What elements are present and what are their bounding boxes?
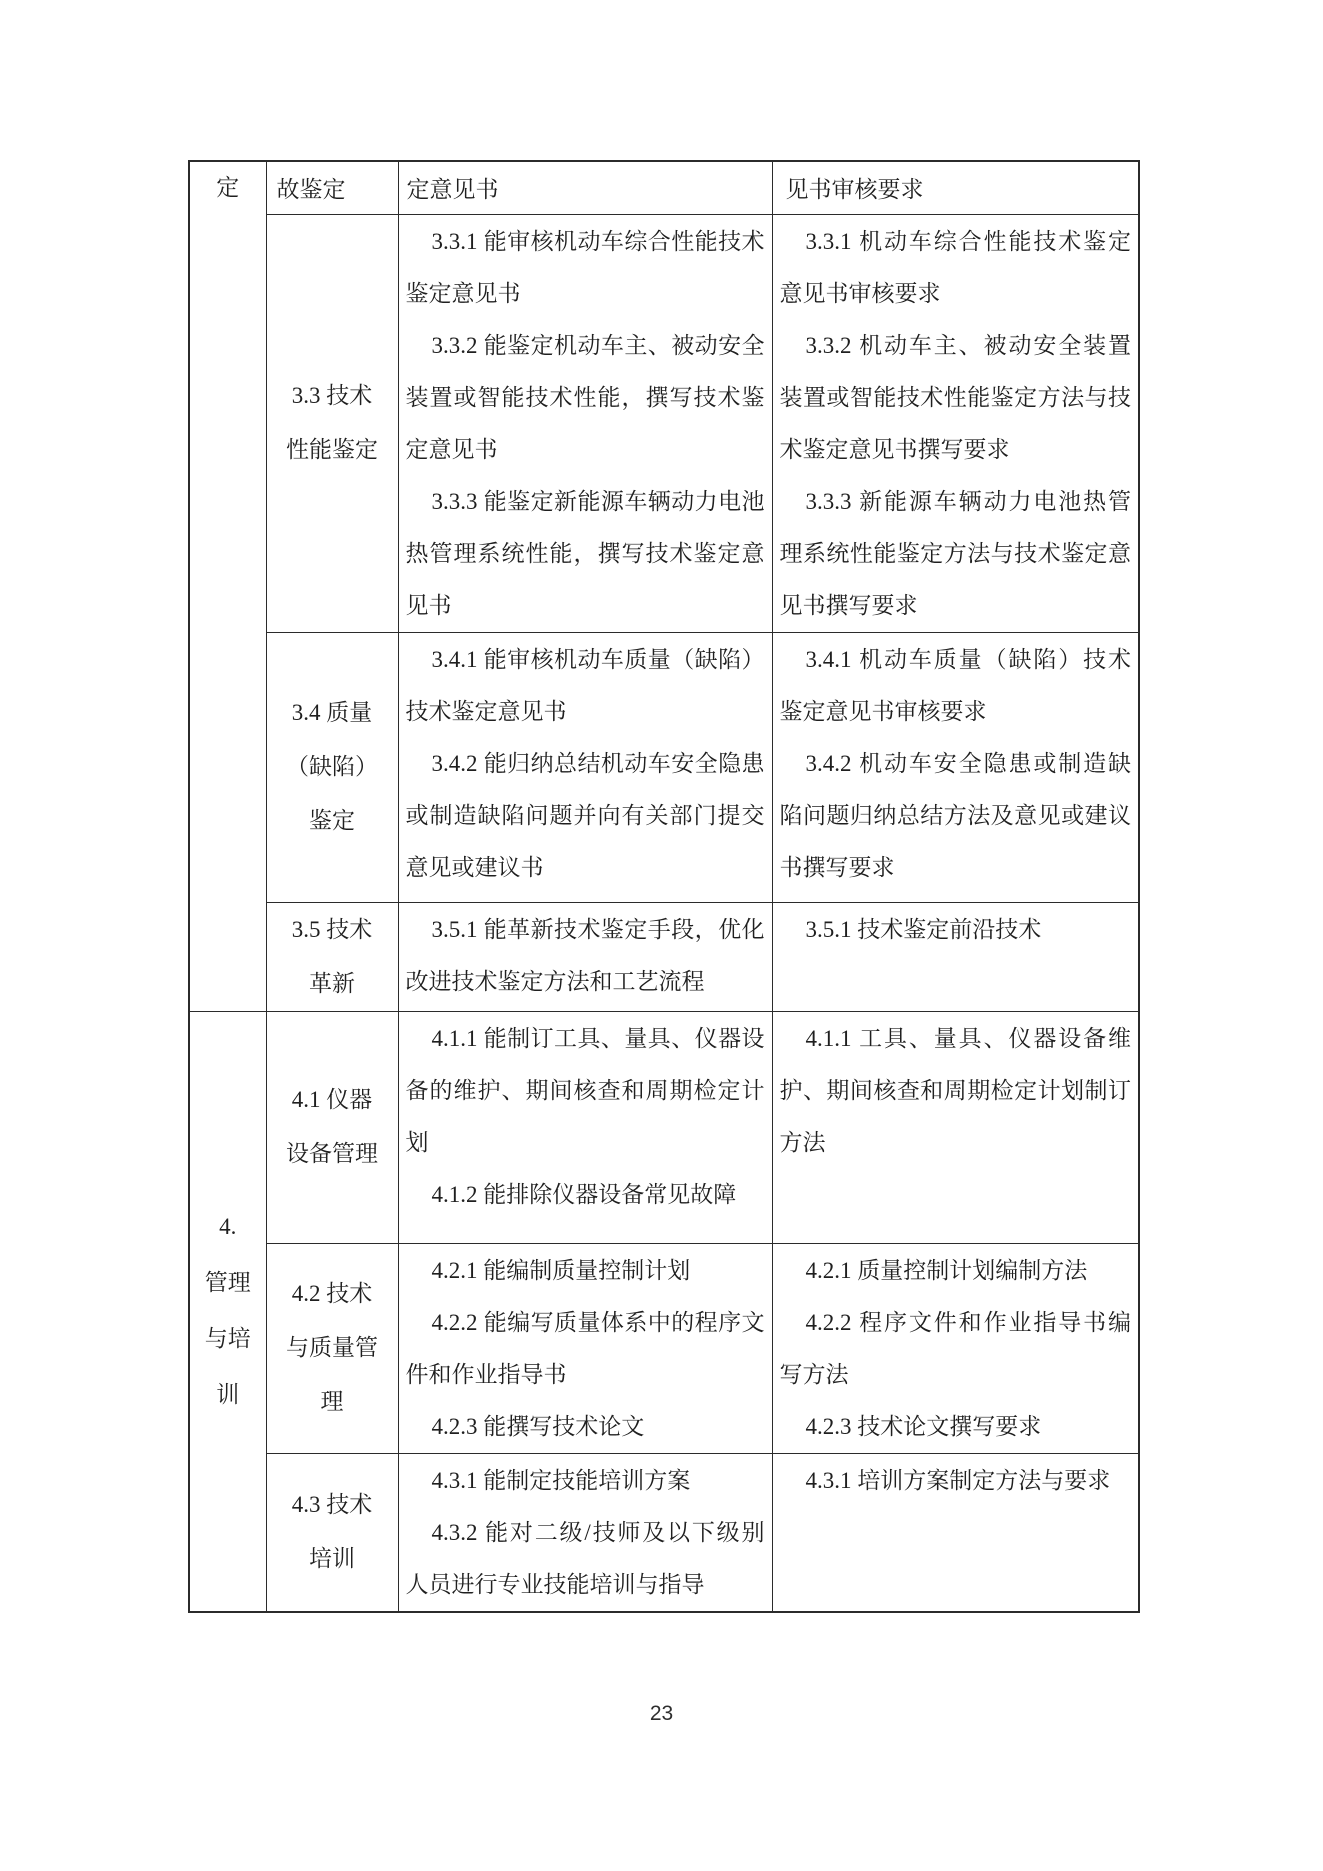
cell-item-4-1: 4.1 仪器设备管理 [266,1011,398,1243]
cell-knowledge-4-3 [772,1453,1139,1612]
cell-knowledge-continuation: 见书审核要求 [772,161,1139,214]
knowledge-paragraph: 4.3.1 培训方案制定方法与要求 [805,1467,1111,1493]
skill-paragraph: 3.4.2 能归纳总结机动车安全隐患或制造缺陷问题并向有关部门提交意见或建议书 [405,750,765,880]
skill-paragraph: 3.3.1 能审核机动车综合性能技术鉴定意见书 [405,228,765,306]
cell-knowledge-3-5 [772,902,1139,1011]
cell-item-3-4: 3.4 质量（缺陷）鉴定 [266,632,398,902]
category-line: 训 [216,1382,240,1407]
cell-item-3-5: 3.5 技术革新 [266,902,398,1011]
cell-skills-4-2 [398,1243,772,1453]
cell-skills-3-4 [398,632,772,902]
knowledge-paragraph: 3.3.1 机动车综合性能技术鉴定意见书审核要求 [779,228,1131,306]
table-row [189,1243,1139,1453]
cell-knowledge-3-4 [772,632,1139,902]
cell-item-continuation: 故鉴定 [266,161,398,214]
skill-paragraph: 4.2.3 能撰写技术论文 [431,1413,645,1439]
cell-item-3-3: 3.3 技术性能鉴定 [266,214,398,632]
table-row [189,632,1139,902]
knowledge-paragraph: 3.3.2 机动车主、被动安全装置装置或智能技术性能鉴定方法与技术鉴定意见书撰写要求 [779,332,1131,462]
table-row [189,161,1139,214]
table-row [189,214,1139,632]
cell-item-4-3: 4.3 技术培训 [266,1453,398,1612]
skill-paragraph: 3.3.2 能鉴定机动车主、被动安全装置或智能技术性能，撰写技术鉴定意见书 [405,332,765,462]
table-row [189,1011,1139,1243]
cell-knowledge-4-2 [772,1243,1139,1453]
knowledge-paragraph: 4.2.3 技术论文撰写要求 [805,1413,1042,1439]
knowledge-paragraph: 3.5.1 技术鉴定前沿技术 [805,916,1042,942]
skill-paragraph: 3.3.3 能鉴定新能源车辆动力电池热管理系统性能，撰写技术鉴定意见书 [405,488,765,618]
cell-knowledge-3-3 [772,214,1139,632]
skill-paragraph: 3.5.1 能革新技术鉴定手段，优化改进技术鉴定方法和工艺流程 [405,916,765,994]
cell-skills-3-5 [398,902,772,1011]
table-row [189,902,1139,1011]
cell-skills-continuation: 定意见书 [398,161,772,214]
skill-paragraph: 4.2.1 能编制质量控制计划 [431,1257,691,1283]
page-number: 23 [649,1702,674,1725]
table-row [189,1453,1139,1612]
knowledge-paragraph: 4.1.1 工具、量具、仪器设备维护、期间核查和周期检定计划制订方法 [779,1025,1131,1155]
cell-category-section3-continuation: 定 [189,161,266,1011]
skill-paragraph: 4.3.2 能对二级/技师及以下级别人员进行专业技能培训与指导 [405,1519,765,1597]
category-line: 管理 [204,1270,251,1295]
knowledge-paragraph: 3.3.3 新能源车辆动力电池热管理系统性能鉴定方法与技术鉴定意见书撰写要求 [779,488,1131,618]
skill-paragraph: 4.2.2 能编写质量体系中的程序文件和作业指导书 [405,1309,765,1387]
cell-item-4-2: 4.2 技术与质量管理 [266,1243,398,1453]
skill-paragraph: 4.1.2 能排除仪器设备常见故障 [431,1181,737,1207]
knowledge-paragraph: 4.2.1 质量控制计划编制方法 [805,1257,1088,1283]
cell-skills-4-3 [398,1453,772,1612]
category-line: 4. [219,1214,237,1239]
cell-category-section4 [189,1011,266,1612]
cell-skills-4-1 [398,1011,772,1243]
knowledge-paragraph: 3.4.2 机动车安全隐患或制造缺陷问题归纳总结方法及意见或建议书撰写要求 [779,750,1131,880]
knowledge-paragraph: 3.4.1 机动车质量（缺陷）技术鉴定意见书审核要求 [779,646,1131,724]
occupational-skill-table [188,160,1140,1613]
category-line: 与培 [204,1326,251,1351]
skill-paragraph: 4.1.1 能制订工具、量具、仪器设备的维护、期间核查和周期检定计划 [405,1025,765,1155]
skill-paragraph: 3.4.1 能审核机动车质量（缺陷）技术鉴定意见书 [405,646,765,724]
cell-skills-3-3 [398,214,772,632]
knowledge-paragraph: 4.2.2 程序文件和作业指导书编写方法 [779,1309,1131,1387]
skill-paragraph: 4.3.1 能制定技能培训方案 [431,1467,691,1493]
cell-knowledge-4-1 [772,1011,1139,1243]
